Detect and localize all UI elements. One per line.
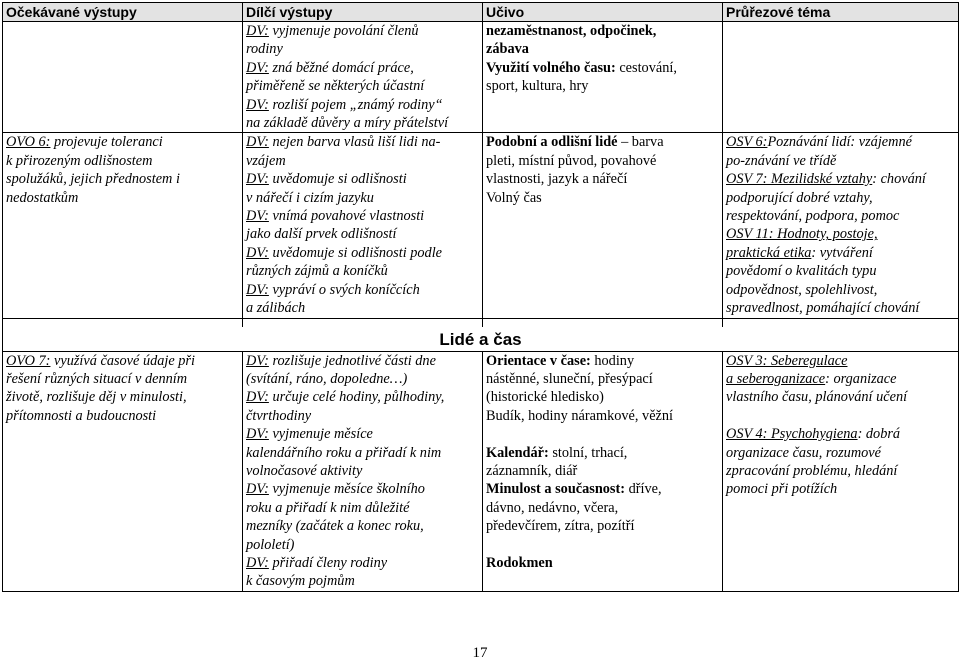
text-line xyxy=(246,22,479,40)
text-line xyxy=(726,207,955,225)
r2-outcome-cell xyxy=(3,133,243,318)
line-text: – barva xyxy=(617,134,664,151)
text-line xyxy=(486,499,719,517)
text-line xyxy=(726,189,955,207)
text-line xyxy=(486,444,719,462)
text-line xyxy=(246,480,479,498)
text-line xyxy=(246,388,479,406)
line-text: nejen barva vlasů liší lidi na- xyxy=(268,134,441,151)
text-line xyxy=(246,444,479,462)
text-line xyxy=(246,536,479,554)
row-tolerance xyxy=(3,133,959,318)
text-line xyxy=(246,225,479,243)
text-line xyxy=(6,388,239,406)
line-text: roku a přiřadí k nim důležité xyxy=(246,499,410,516)
label-prefix: OSV 3: Seberegulace xyxy=(726,352,848,369)
text-line xyxy=(246,152,479,170)
text-line xyxy=(486,388,719,406)
section-row xyxy=(3,327,959,352)
line-text: přítomnosti a budoucnosti xyxy=(6,407,157,424)
text-line xyxy=(486,536,719,554)
text-line xyxy=(246,370,479,388)
line-text: projevuje toleranci xyxy=(50,134,163,151)
line-text: kalendářního roku a přiřadí k nim xyxy=(246,444,442,461)
text-line xyxy=(726,407,955,425)
text-line xyxy=(726,225,955,243)
line-text: nástěnné, sluneční, přesýpací xyxy=(486,370,653,387)
line-text: mezníky (začátek a konec roku, xyxy=(246,518,424,535)
label-prefix: zábava xyxy=(486,41,529,58)
line-text: volnočasové aktivity xyxy=(246,462,363,479)
text-line xyxy=(246,517,479,535)
line-text: pomoci při potížích xyxy=(726,481,838,498)
line-text: (historické hledisko) xyxy=(486,389,604,406)
line-text: vyjmenuje povolání členů xyxy=(268,23,419,39)
text-line xyxy=(246,59,479,77)
label-prefix: OVO 6: xyxy=(6,134,51,151)
label-prefix: OSV 11: Hodnoty, postoje, xyxy=(726,226,878,243)
text-line xyxy=(6,152,239,170)
text-line xyxy=(6,370,239,388)
text-line xyxy=(486,517,719,535)
line-text: stolní, trhací, xyxy=(548,444,628,461)
label-prefix: DV: xyxy=(246,244,269,261)
text-line xyxy=(726,133,955,151)
line-text: spravedlnost, pomáhající chování xyxy=(726,300,920,317)
line-text: spolužáků, jejich přednostem i xyxy=(6,171,180,188)
text-line xyxy=(486,370,719,388)
line-text: vyjmenuje měsíce školního xyxy=(268,481,425,498)
line-text: respektování, podpora, pomoc xyxy=(726,208,900,225)
line-text: pleti, místní původ, povahové xyxy=(486,152,657,169)
text-line xyxy=(726,262,955,280)
text-line xyxy=(246,262,479,280)
label-prefix: Minulost a současnost: xyxy=(486,481,626,498)
text-line xyxy=(246,572,479,590)
text-line xyxy=(726,480,955,498)
text-line xyxy=(726,244,955,262)
line-text: rozlišuje jednotlivé části dne xyxy=(268,352,436,369)
line-text: rozliší pojem „známý rodiny“ xyxy=(268,96,443,113)
line-text: : organizace xyxy=(825,370,897,387)
text-line xyxy=(486,170,719,188)
r2-theme-cell xyxy=(723,133,959,318)
line-text: hodiny xyxy=(590,352,635,369)
line-text: pololetí) xyxy=(246,536,295,553)
line-text: jako další prvek odlišností xyxy=(246,226,397,243)
text-line xyxy=(246,133,479,151)
section-title: Lidé a čas xyxy=(3,327,959,352)
line-text: cestování, xyxy=(615,59,677,76)
line-text: : dobrá xyxy=(857,426,901,443)
r1-curriculum-cell xyxy=(483,22,723,133)
text-line xyxy=(486,22,719,40)
text-line xyxy=(486,40,719,58)
line-text: vyjmenuje měsíce xyxy=(268,426,373,443)
r1-outcome-cell xyxy=(3,22,243,133)
line-text: různých zájmů a koníčků xyxy=(246,263,388,280)
label-prefix: OVO 7: xyxy=(6,352,51,369)
text-line xyxy=(486,77,719,95)
label-prefix: DV: xyxy=(246,59,269,76)
line-text: nedostatkům xyxy=(6,189,79,206)
text-line xyxy=(6,170,239,188)
label-prefix: DV: xyxy=(246,134,269,151)
label-prefix: Kalendář: xyxy=(486,444,549,461)
line-text: řešení různých situací v denním xyxy=(6,370,188,387)
line-text: : chování xyxy=(872,171,926,188)
label-prefix: DV: xyxy=(246,96,269,113)
text-line xyxy=(726,352,955,370)
r1-theme-cell xyxy=(723,22,959,133)
row-family-leisure xyxy=(3,22,959,133)
line-text: a zálibách xyxy=(246,300,306,317)
line-text: odpovědnost, spolehlivost, xyxy=(726,281,878,298)
line-text: přiměřeně se některých účastní xyxy=(246,78,425,95)
line-text: vnímá povahové vlastnosti xyxy=(268,208,425,225)
label-prefix: DV: xyxy=(246,352,269,369)
line-text: na základě důvěry a míry přátelství xyxy=(246,115,449,132)
line-text: předevčírem, zítra, pozítří xyxy=(486,518,635,535)
text-line xyxy=(6,352,239,370)
label-prefix: praktická etika xyxy=(726,244,812,261)
line-text: dříve, xyxy=(625,481,662,498)
text-line xyxy=(726,152,955,170)
line-text: podporující dobré vztahy, xyxy=(726,189,873,206)
line-text: Poznávání lidí: vzájemné xyxy=(767,134,912,151)
header-partial-outcomes: Dílčí výstupy xyxy=(243,3,483,22)
line-text: životě, rozlišuje děj v minulosti, xyxy=(6,389,187,406)
text-line xyxy=(246,352,479,370)
label-prefix: DV: xyxy=(246,426,269,443)
text-line xyxy=(246,207,479,225)
text-line xyxy=(246,407,479,425)
line-text: uvědomuje si odlišnosti xyxy=(268,171,407,188)
line-text: Budík, hodiny náramkové, věžní xyxy=(486,407,674,424)
label-prefix: DV: xyxy=(246,389,269,406)
line-text: po-znávání ve třídě xyxy=(726,152,837,169)
label-prefix: DV: xyxy=(246,208,269,225)
label-prefix: Orientace v čase: xyxy=(486,352,591,369)
text-line xyxy=(246,114,479,132)
line-text: rodiny xyxy=(246,41,283,58)
r3-theme-cell xyxy=(723,351,959,591)
r3-outcome-cell xyxy=(3,351,243,591)
text-line xyxy=(246,189,479,207)
header-cross-cutting-theme: Průřezové téma xyxy=(723,3,959,22)
r2-partial-cell xyxy=(243,133,483,318)
text-line xyxy=(6,189,239,207)
line-text: v nářečí i cizím jazyku xyxy=(246,189,374,206)
page-number: 17 xyxy=(472,645,488,661)
line-text: vlastního času, plánování učení xyxy=(726,389,908,406)
line-text xyxy=(486,426,490,442)
header-curriculum: Učivo xyxy=(483,3,723,22)
text-line xyxy=(486,407,719,425)
row-time xyxy=(3,351,959,591)
text-line xyxy=(726,170,955,188)
line-text: uvědomuje si odlišnosti podle xyxy=(268,244,443,261)
text-line xyxy=(246,425,479,443)
text-line xyxy=(246,170,479,188)
r3-partial-cell xyxy=(243,351,483,591)
line-text: Volný čas xyxy=(486,189,542,206)
text-line xyxy=(726,281,955,299)
text-line xyxy=(726,444,955,462)
text-line xyxy=(246,299,479,317)
text-line xyxy=(486,352,719,370)
text-line xyxy=(726,388,955,406)
line-text: (svítání, ráno, dopoledne…) xyxy=(246,370,408,387)
text-line xyxy=(246,40,479,58)
text-line xyxy=(486,189,719,207)
line-text xyxy=(726,408,730,424)
label-prefix: Podobní a odlišní lidé xyxy=(486,134,618,151)
line-text xyxy=(486,537,490,553)
text-line xyxy=(486,152,719,170)
text-line xyxy=(486,133,719,151)
row-gap xyxy=(3,318,959,327)
r2-curriculum-cell xyxy=(483,133,723,318)
r1-partial-cell xyxy=(243,22,483,133)
text-line xyxy=(486,59,719,77)
line-text: dávno, nedávno, včera, xyxy=(486,499,619,516)
text-line xyxy=(246,77,479,95)
line-text: využívá časové údaje při xyxy=(50,352,195,369)
label-prefix: nezaměstnanost, odpočinek, xyxy=(486,23,657,39)
text-line xyxy=(6,407,239,425)
r3-curriculum-cell xyxy=(483,351,723,591)
text-line xyxy=(246,281,479,299)
label-prefix: a seberoganizace xyxy=(726,370,826,387)
line-text: vypráví o svých koníčcích xyxy=(268,281,420,298)
label-prefix: DV: xyxy=(246,481,269,498)
line-text: přiřadí členy rodiny xyxy=(268,554,388,571)
label-prefix: Využití volného času: xyxy=(486,59,616,76)
text-line xyxy=(486,462,719,480)
line-text: povědomí o kvalitách typu xyxy=(726,263,877,280)
line-text: čtvrthodiny xyxy=(246,407,312,424)
label-prefix: OSV 6: xyxy=(726,134,768,151)
text-line xyxy=(6,133,239,151)
line-text: organizace času, rozumové xyxy=(726,444,881,461)
label-prefix: OSV 4: Psychohygiena xyxy=(726,426,858,443)
curriculum-table xyxy=(2,2,959,592)
line-text: vlastnosti, jazyk a nářečí xyxy=(486,171,628,188)
label-prefix: Rodokmen xyxy=(486,554,553,571)
header-expected-outcomes: Očekávané výstupy xyxy=(3,3,243,22)
text-line xyxy=(486,480,719,498)
line-text: k časovým pojmům xyxy=(246,573,355,590)
line-text: k přirozeným odlišnostem xyxy=(6,152,153,169)
text-line xyxy=(726,370,955,388)
line-text: zpracování problému, hledání xyxy=(726,462,898,479)
label-prefix: DV: xyxy=(246,171,269,188)
text-line xyxy=(726,299,955,317)
label-prefix: OSV 7: Mezilidské vztahy xyxy=(726,171,873,188)
text-line xyxy=(486,554,719,572)
text-line xyxy=(246,244,479,262)
line-text: vzájem xyxy=(246,152,286,169)
text-line xyxy=(246,499,479,517)
text-line xyxy=(486,425,719,443)
label-prefix: DV: xyxy=(246,281,269,298)
text-line xyxy=(246,462,479,480)
label-prefix: DV: xyxy=(246,554,269,571)
text-line xyxy=(726,425,955,443)
text-line xyxy=(726,462,955,480)
line-text: určuje celé hodiny, půlhodiny, xyxy=(268,389,445,406)
line-text: sport, kultura, hry xyxy=(486,78,589,95)
label-prefix: DV: xyxy=(246,23,269,39)
text-line xyxy=(246,554,479,572)
text-line xyxy=(246,96,479,114)
line-text: záznamník, diář xyxy=(486,462,578,479)
line-text: zná běžné domácí práce, xyxy=(268,59,414,76)
line-text: : vytváření xyxy=(811,244,873,261)
header-row xyxy=(3,3,959,22)
